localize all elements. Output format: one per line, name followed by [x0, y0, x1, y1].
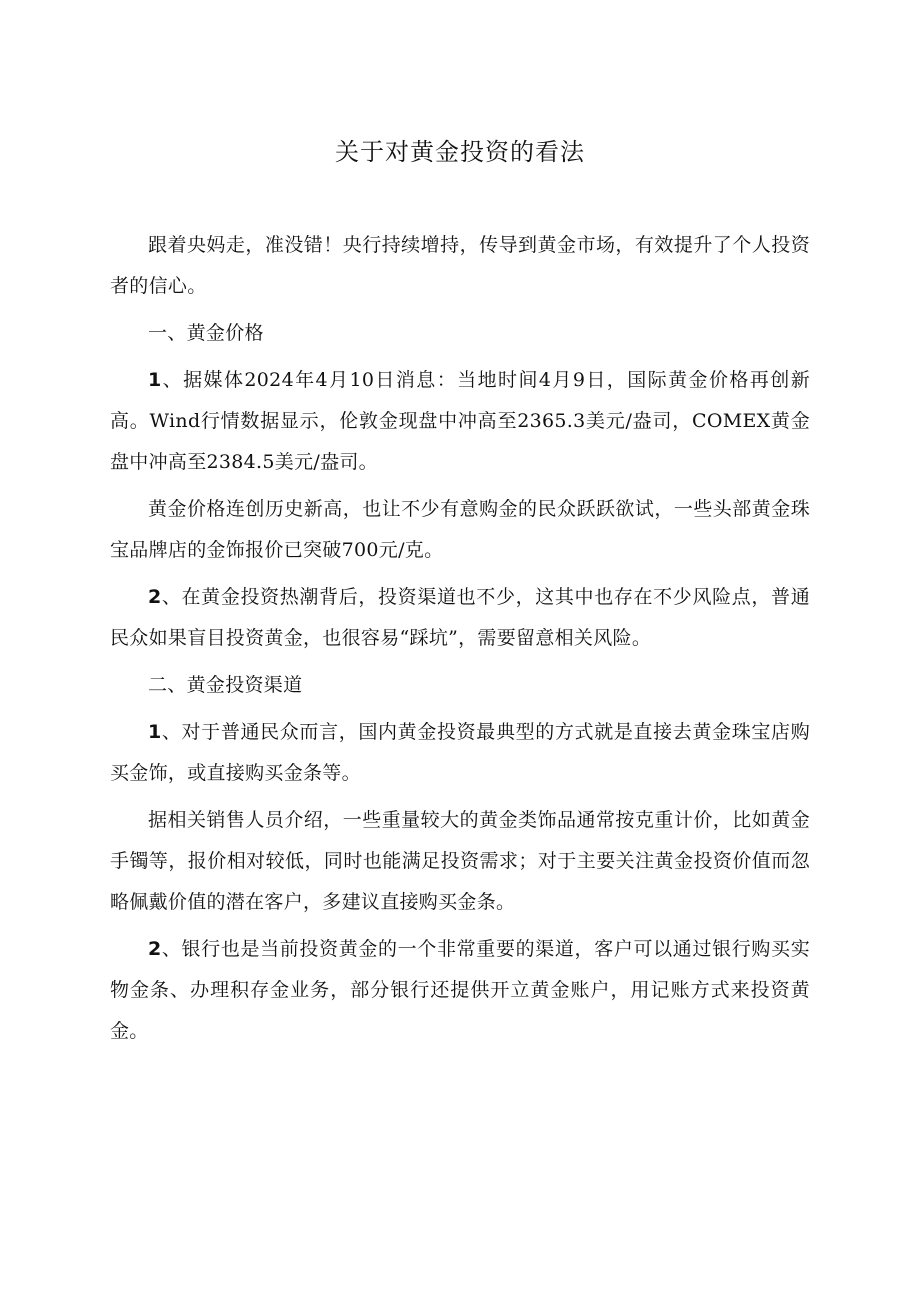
- paragraph-number: 1: [148, 721, 162, 743]
- paragraph-text: 、对于普通民众而言，国内黄金投资最典型的方式就是直接去黄金珠宝店购买金饰，或直接购买金条等。: [110, 721, 810, 784]
- paragraph-sales-advice: [110, 800, 810, 923]
- document-body: [110, 225, 810, 1058]
- section-heading-gold-price: [110, 313, 810, 354]
- paragraph-jewelry-store: [110, 712, 810, 794]
- paragraph-number: 2: [148, 938, 162, 960]
- section-heading-channels: [110, 665, 810, 706]
- paragraph-text: 一、黄金价格: [148, 322, 264, 344]
- paragraph-intro: [110, 225, 810, 307]
- paragraph-text: 二、黄金投资渠道: [148, 674, 303, 696]
- paragraph-text: 、据媒体2024年4月10日消息：当地时间4月9日，国际黄金价格再创新高。Wind行情数据显示，伦敦金现盘中冲高至2365.3美元/盎司，COMEX黄金盘中冲高至2384.5美元/盎司。: [110, 369, 810, 473]
- paragraph-price-record: [110, 489, 810, 571]
- paragraph-text: 、在黄金投资热潮背后，投资渠道也不少，这其中也存在不少风险点，普通民众如果盲目投资黄金，也很容易“踩坑”，需要留意相关风险。: [110, 586, 810, 649]
- paragraph-number: 1: [148, 369, 162, 391]
- document-title: 关于对黄金投资的看法: [335, 138, 585, 166]
- paragraph-text: 跟着央妈走，准没错！央行持续增持，传导到黄金市场，有效提升了个人投资者的信心。: [110, 234, 810, 297]
- paragraph-price-news: [110, 360, 810, 483]
- paragraph-risk: [110, 577, 810, 659]
- paragraph-text: 据相关销售人员介绍，一些重量较大的黄金类饰品通常按克重计价，比如黄金手镯等，报价相对较低，同时也能满足投资需求；对于主要关注黄金投资价值而忽略佩戴价值的潜在客户，多建议直接购买金条。: [110, 809, 810, 913]
- paragraph-text: 、银行也是当前投资黄金的一个非常重要的渠道，客户可以通过银行购买实物金条、办理积存金业务，部分银行还提供开立黄金账户，用记账方式来投资黄金。: [110, 938, 810, 1042]
- paragraph-number: 2: [148, 586, 162, 608]
- paragraph-bank-channel: [110, 929, 810, 1052]
- paragraph-text: 黄金价格连创历史新高，也让不少有意购金的民众跃跃欲试，一些头部黄金珠宝品牌店的金饰报价已突破700元/克。: [110, 498, 810, 561]
